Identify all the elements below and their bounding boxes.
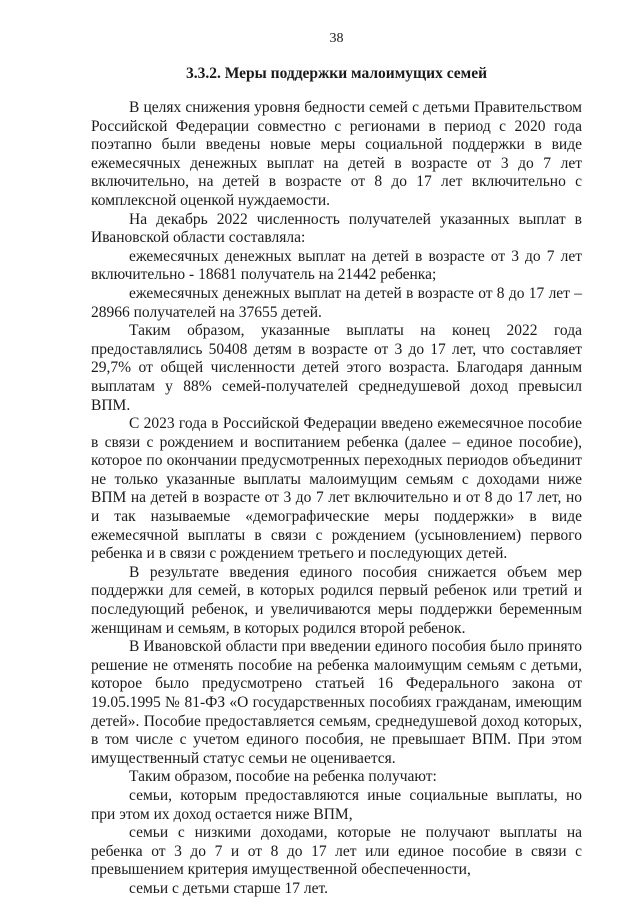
paragraph-summary-2022: Таким образом, указанные выплаты на конец 2022 года предоставлялись 50408 детям в возрасте от 3 до 17 лет, что составляет 29,7% от общей численности детей этого возраста. Благодаря данным выплатам у 88% семей-получателей среднедушевой доход превысил ВПМ. — [91, 322, 582, 414]
list-item-children-over-17: семьи с детьми старше 17 лет. — [129, 879, 328, 897]
page-number: 38 — [329, 31, 344, 46]
paragraph-unified-allowance: С 2023 года в Российской Федерации введено ежемесячное пособие в связи с рождением и воспитанием ребенка (далее – единое пособие), которое по окончании предусмотренных переходных периодов объединит не только указанные выплаты малоимущим семьям с доходами ниже ВПМ на детей в возрасте от 3 до 7 лет включительно и от 8 до 17 лет, но и так называемые «демографические меры поддержки» в виде ежемесячной выплаты в связи с рождением (усыновлением) первого ребенка и в связи с рождением третьего и последующих детей. — [91, 415, 582, 563]
paragraph-unified-effects: В результате введения единого пособия снижается объем мер поддержки для семей, в которых родился первый ребенок или третий и последующий ребенок, и увеличиваются меры поддержки беременным женщинам и семьям, в которых родился второй ребенок. — [91, 563, 582, 637]
paragraph-intro: В целях снижения уровня бедности семей с детьми Правительством Российской Федерации совместно с регионами в период с 2020 года поэтапно были введены новые меры социальной поддержки в виде ежемесячных денежных выплат на детей в возрасте от 3 до 7 лет включительно, на детей в возрасте от 8 до 17 лет включительно с комплексной оценкой нуждаемости. — [91, 99, 582, 209]
body-text — [91, 99, 582, 899]
paragraph-payments-3-7: ежемесячных денежных выплат на детей в возрасте от 3 до 7 лет включительно - 18681 получатель на 21442 ребенка; — [91, 247, 582, 284]
paragraph-recipients-list-intro: Таким образом, пособие на ребенка получают: — [129, 768, 437, 786]
paragraph-ivanovo-decision: В Ивановской области при введении единого пособия было принято решение не отменять пособие на ребенка малоимущим семьям с детьми, которое было предусмотрено статьей 16 Федерального закона от 19.05.1995 № 81-ФЗ «О государственных пособиях гражданам, имеющим детей». Пособие предоставляется семьям, среднедушевой доход которых, в том числе с учетом единого пособия, не превышает ВПМ. При этом имущественный статус семьи не оценивается. — [91, 638, 582, 767]
paragraph-payments-8-17: ежемесячных денежных выплат на детей в возрасте от 8 до 17 лет – 28966 получателей на 37655 детей. — [91, 284, 582, 321]
list-item-low-income: семьи с низкими доходами, которые не получают выплаты на ребенка от 3 до 7 и от 8 до 17 лет или единое пособие в связи с превышением критерия имущественной обеспеченности, — [91, 824, 582, 879]
section-title: 3.3.2. Меры поддержки малоимущих семей — [185, 65, 488, 82]
list-item-other-payments: семьи, которым предоставляются иные социальные выплаты, но при этом их доход остается ниже ВПМ, — [91, 786, 582, 823]
paragraph-recipients-count: На декабрь 2022 численность получателей указанных выплат в Ивановской области составляла: — [91, 210, 582, 247]
